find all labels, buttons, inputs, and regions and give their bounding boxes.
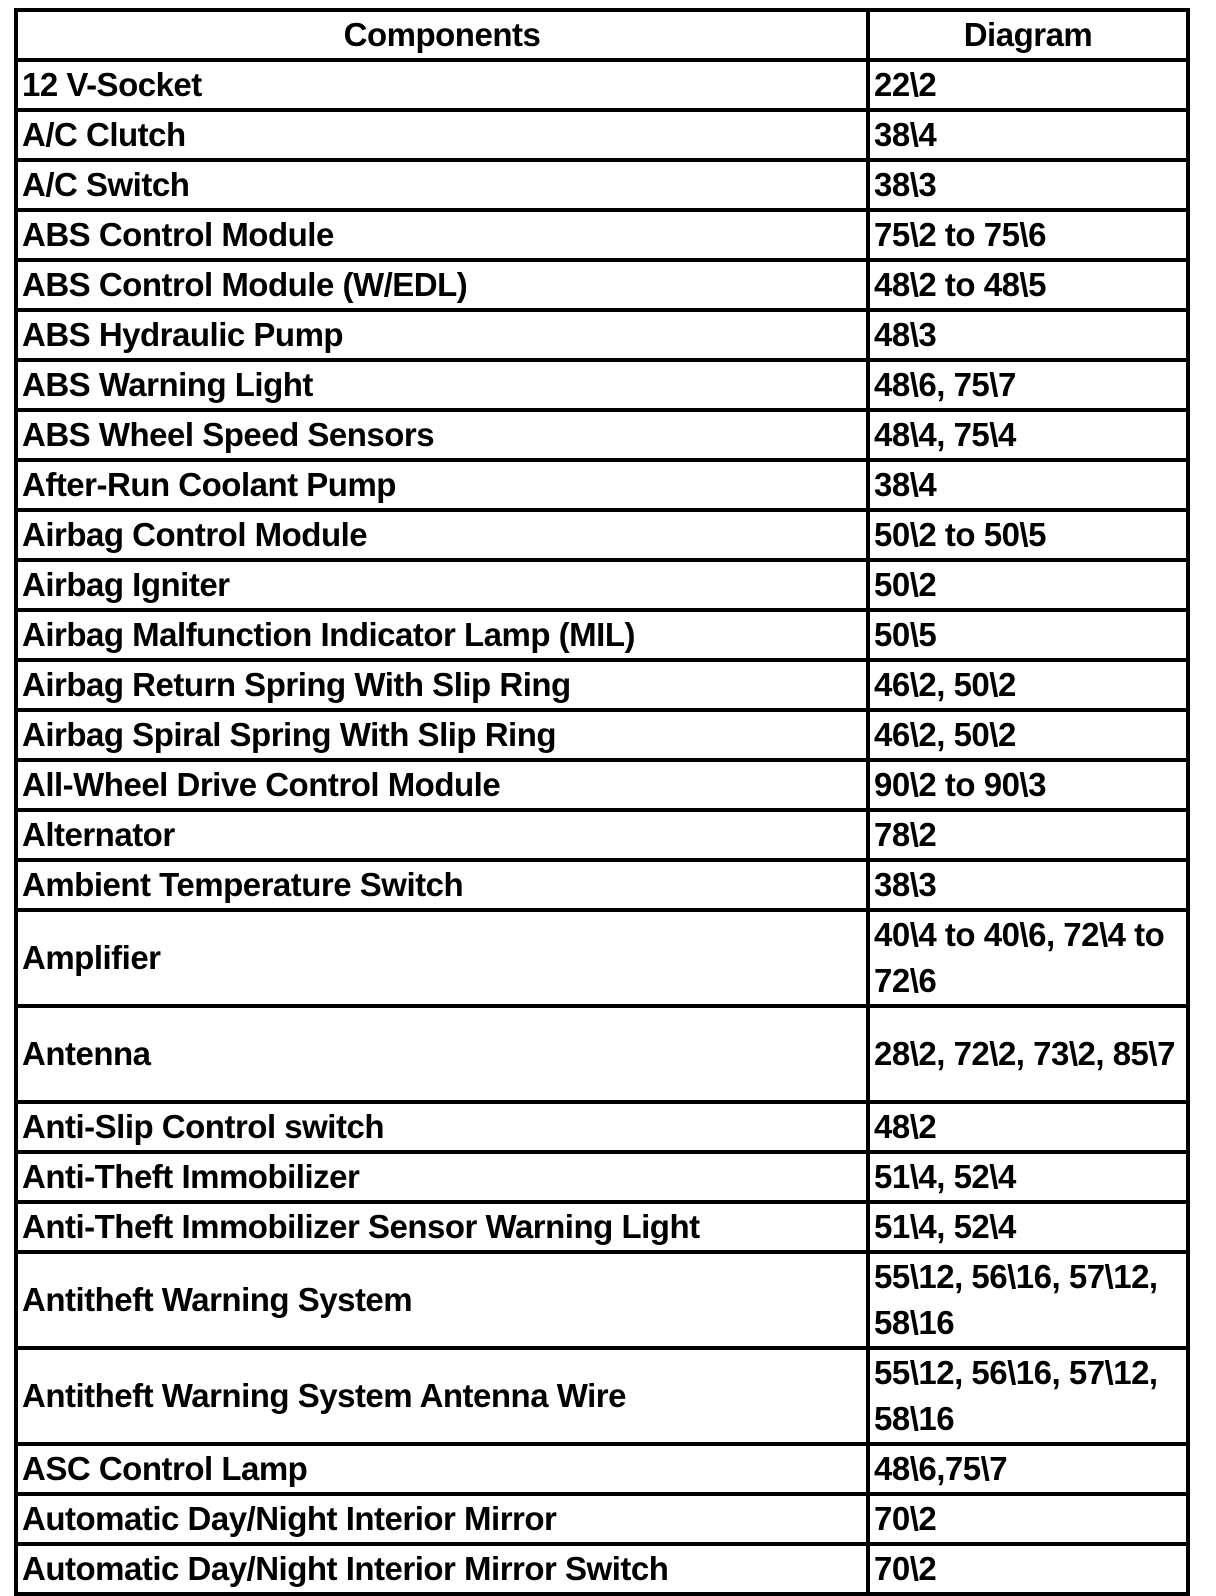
components-diagram-table	[14, 8, 1190, 1596]
component-cell: After-Run Coolant Pump	[16, 460, 868, 510]
diagram-cell: 70\2	[868, 1544, 1188, 1594]
components-table-sheet	[14, 8, 1186, 1596]
component-cell: ABS Control Module	[16, 210, 868, 260]
table-row	[16, 160, 1188, 210]
component-cell: 12 V-Socket	[16, 60, 868, 110]
diagram-cell: 55\12, 56\16, 57\12, 58\16	[868, 1348, 1188, 1444]
component-cell: Airbag Malfunction Indicator Lamp (MIL)	[16, 610, 868, 660]
component-cell: ABS Hydraulic Pump	[16, 310, 868, 360]
diagram-cell: 50\2	[868, 560, 1188, 610]
table-row	[16, 1252, 1188, 1348]
component-cell: Antitheft Warning System	[16, 1252, 868, 1348]
table-row	[16, 1544, 1188, 1594]
diagram-cell: 75\2 to 75\6	[868, 210, 1188, 260]
table-row	[16, 1444, 1188, 1494]
table-row	[16, 410, 1188, 460]
table-row	[16, 1348, 1188, 1444]
table-row	[16, 460, 1188, 510]
table-row	[16, 110, 1188, 160]
diagram-cell: 38\3	[868, 860, 1188, 910]
diagram-cell: 46\2, 50\2	[868, 710, 1188, 760]
diagram-cell: 48\4, 75\4	[868, 410, 1188, 460]
component-cell: A/C Clutch	[16, 110, 868, 160]
diagram-cell: 78\2	[868, 810, 1188, 860]
table-header-row	[16, 10, 1188, 60]
table-row	[16, 1152, 1188, 1202]
component-cell: Automatic Day/Night Interior Mirror	[16, 1494, 868, 1544]
header-components: Components	[16, 10, 868, 60]
table-row	[16, 1102, 1188, 1152]
table-row	[16, 210, 1188, 260]
table-body	[16, 60, 1188, 1594]
diagram-cell: 48\6,75\7	[868, 1444, 1188, 1494]
header-diagram: Diagram	[868, 10, 1188, 60]
diagram-cell: 38\3	[868, 160, 1188, 210]
component-cell: Antitheft Warning System Antenna Wire	[16, 1348, 868, 1444]
component-cell: Amplifier	[16, 910, 868, 1006]
component-cell: Alternator	[16, 810, 868, 860]
table-row	[16, 710, 1188, 760]
diagram-cell: 51\4, 52\4	[868, 1202, 1188, 1252]
diagram-cell: 55\12, 56\16, 57\12, 58\16	[868, 1252, 1188, 1348]
diagram-cell: 50\2 to 50\5	[868, 510, 1188, 560]
diagram-cell: 28\2, 72\2, 73\2, 85\7	[868, 1006, 1188, 1102]
table-row	[16, 560, 1188, 610]
table-row	[16, 260, 1188, 310]
diagram-cell: 70\2	[868, 1494, 1188, 1544]
diagram-cell: 48\2	[868, 1102, 1188, 1152]
component-cell: ABS Warning Light	[16, 360, 868, 410]
table-row	[16, 510, 1188, 560]
table-row	[16, 360, 1188, 410]
table-row	[16, 910, 1188, 1006]
table-row	[16, 310, 1188, 360]
diagram-cell: 90\2 to 90\3	[868, 760, 1188, 810]
component-cell: Airbag Igniter	[16, 560, 868, 610]
diagram-cell: 40\4 to 40\6, 72\4 to 72\6	[868, 910, 1188, 1006]
diagram-cell: 38\4	[868, 460, 1188, 510]
diagram-cell: 51\4, 52\4	[868, 1152, 1188, 1202]
table-row	[16, 60, 1188, 110]
component-cell: Anti-Slip Control switch	[16, 1102, 868, 1152]
component-cell: Airbag Return Spring With Slip Ring	[16, 660, 868, 710]
diagram-cell: 48\2 to 48\5	[868, 260, 1188, 310]
component-cell: ABS Wheel Speed Sensors	[16, 410, 868, 460]
component-cell: A/C Switch	[16, 160, 868, 210]
table-row	[16, 1494, 1188, 1544]
diagram-cell: 50\5	[868, 610, 1188, 660]
table-row	[16, 660, 1188, 710]
diagram-cell: 22\2	[868, 60, 1188, 110]
component-cell: Anti-Theft Immobilizer Sensor Warning Light	[16, 1202, 868, 1252]
table-row	[16, 860, 1188, 910]
component-cell: Ambient Temperature Switch	[16, 860, 868, 910]
component-cell: Airbag Control Module	[16, 510, 868, 560]
diagram-cell: 48\6, 75\7	[868, 360, 1188, 410]
diagram-cell: 46\2, 50\2	[868, 660, 1188, 710]
table-row	[16, 1202, 1188, 1252]
diagram-cell: 38\4	[868, 110, 1188, 160]
diagram-cell: 48\3	[868, 310, 1188, 360]
component-cell: Antenna	[16, 1006, 868, 1102]
component-cell: Anti-Theft Immobilizer	[16, 1152, 868, 1202]
component-cell: ABS Control Module (W/EDL)	[16, 260, 868, 310]
table-row	[16, 610, 1188, 660]
component-cell: Airbag Spiral Spring With Slip Ring	[16, 710, 868, 760]
table-row	[16, 810, 1188, 860]
table-row	[16, 760, 1188, 810]
component-cell: All-Wheel Drive Control Module	[16, 760, 868, 810]
component-cell: Automatic Day/Night Interior Mirror Switch	[16, 1544, 868, 1594]
table-row	[16, 1006, 1188, 1102]
component-cell: ASC Control Lamp	[16, 1444, 868, 1494]
